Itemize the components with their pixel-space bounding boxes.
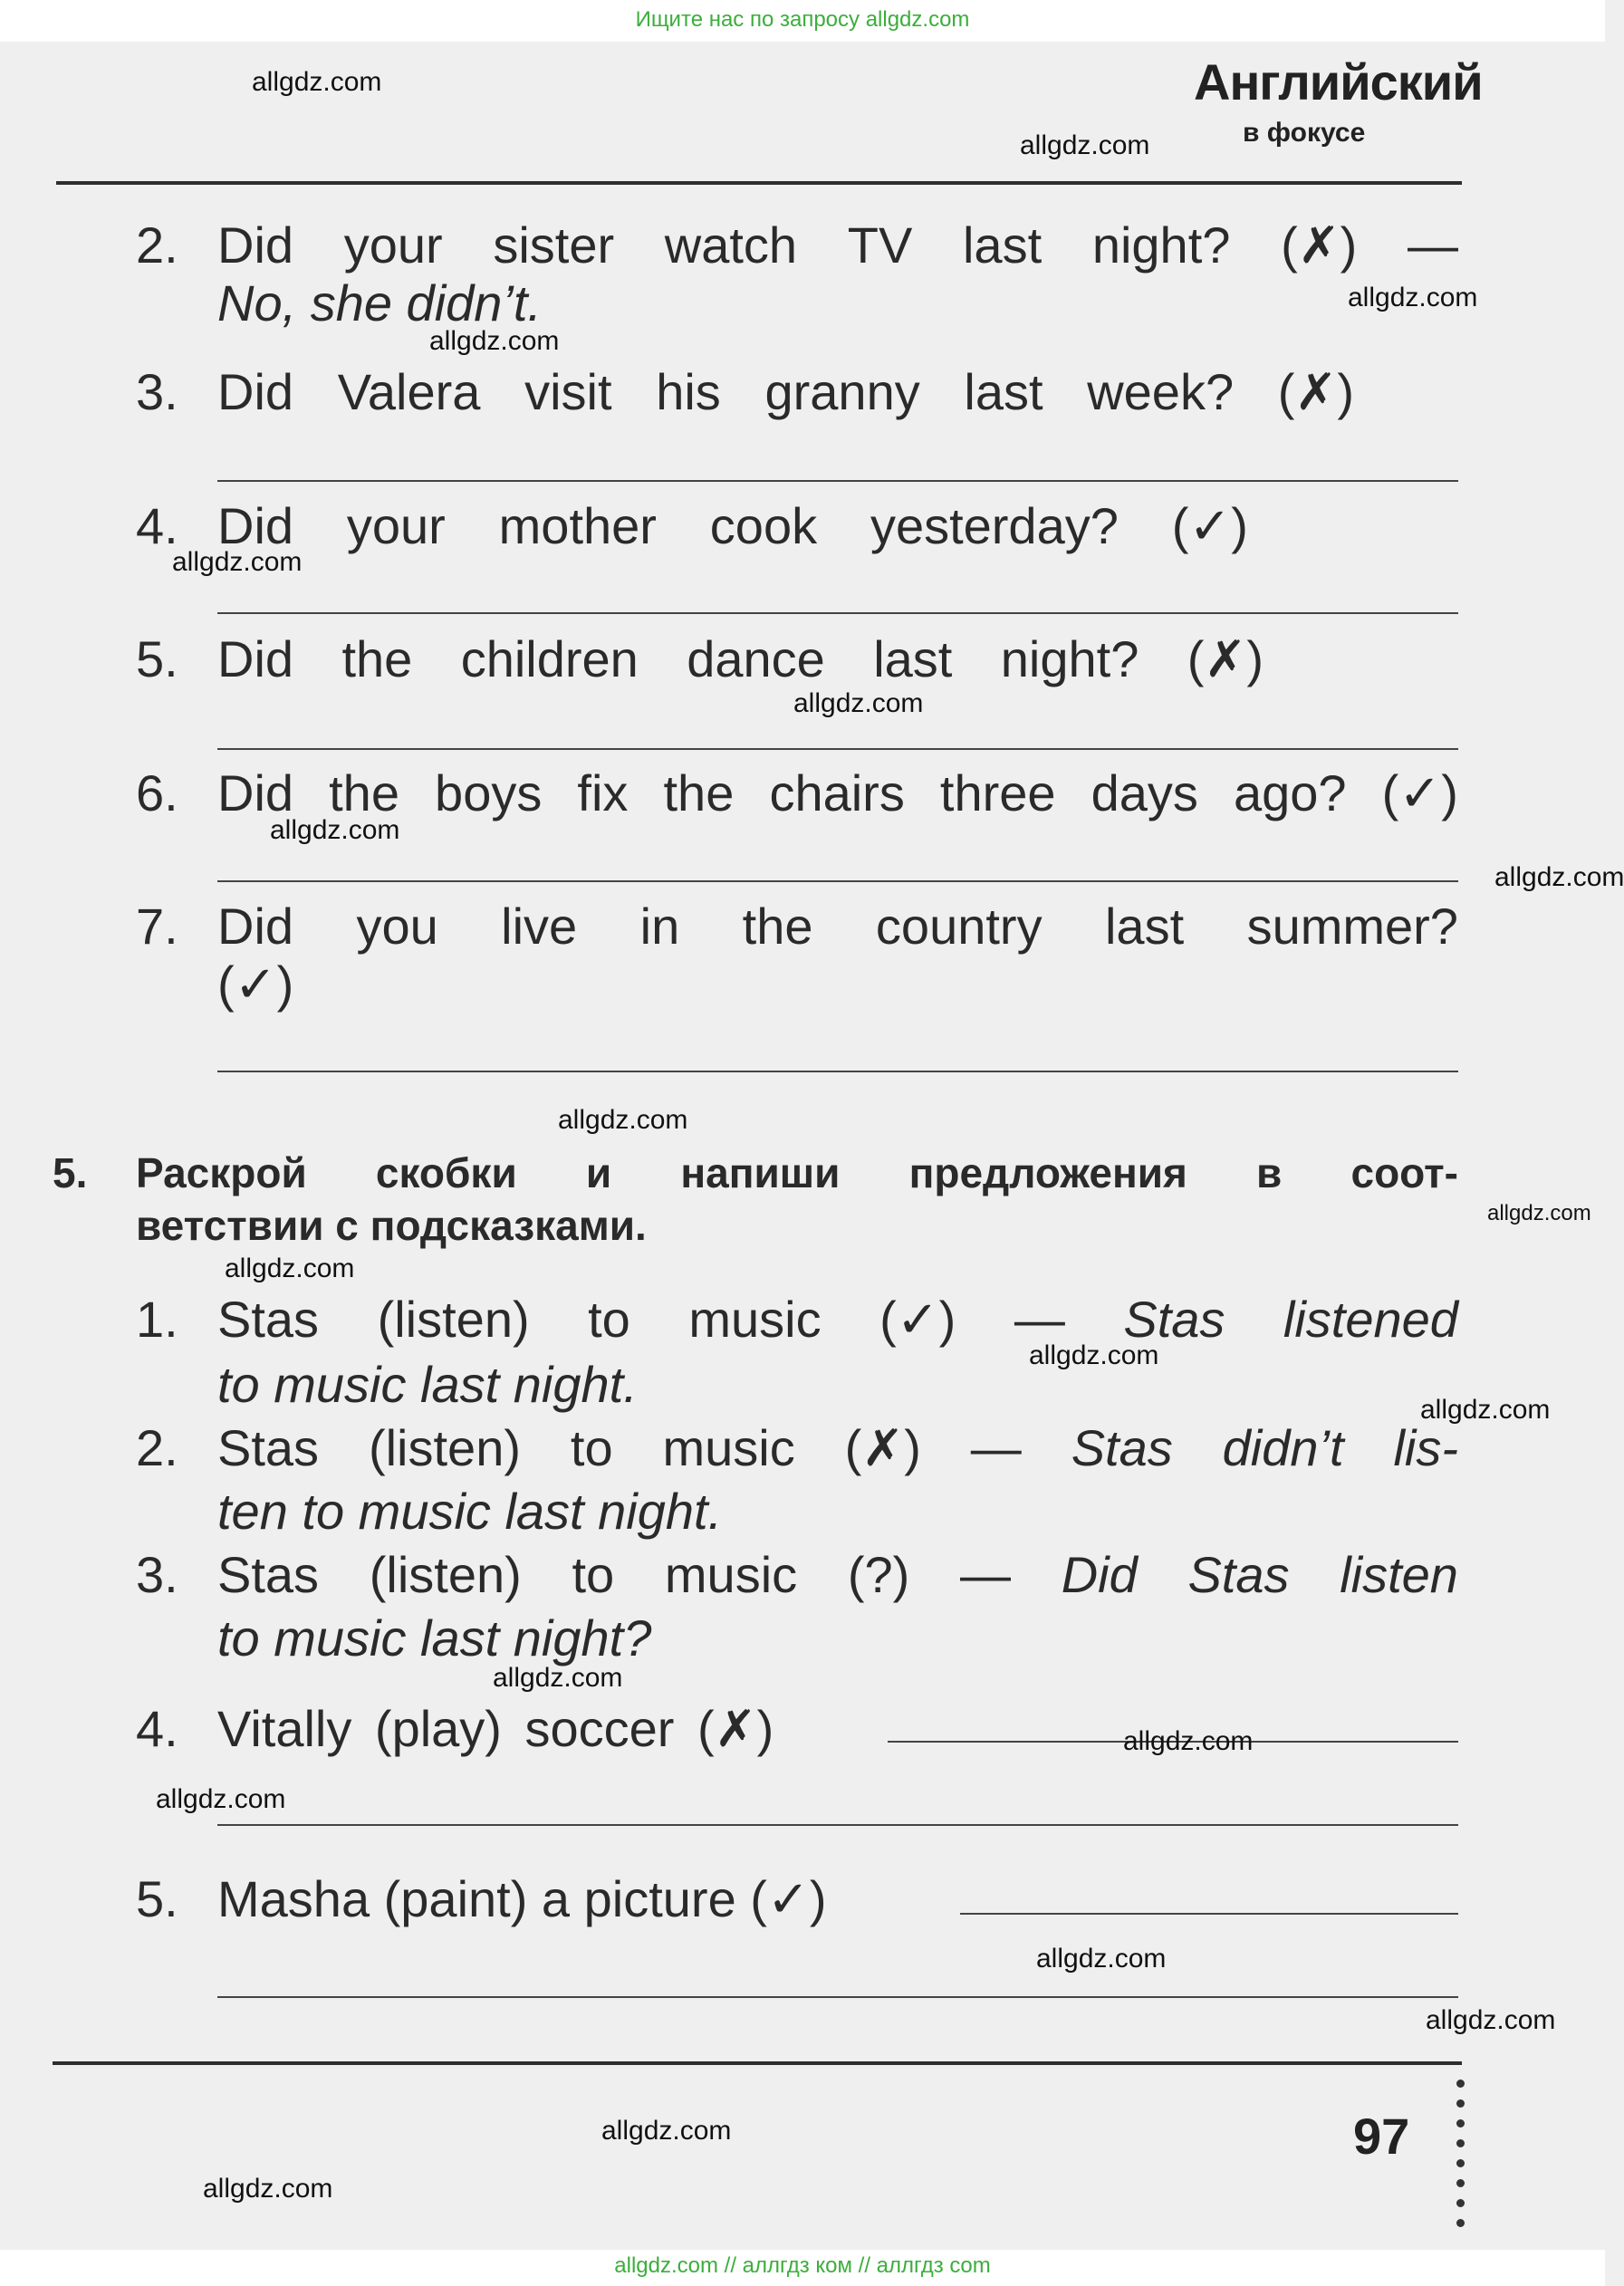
watermark: allgdz.com bbox=[252, 67, 382, 97]
task-5-number: 5. bbox=[53, 1149, 88, 1196]
item-2-answer: ten to music last night. bbox=[217, 1483, 723, 1540]
answer-line-q3[interactable] bbox=[217, 480, 1458, 482]
watermark: allgdz.com bbox=[1348, 283, 1478, 312]
answer-line-item4-b[interactable] bbox=[217, 1824, 1458, 1826]
watermark: allgdz.com bbox=[172, 547, 303, 577]
margin-dot bbox=[1456, 2079, 1465, 2088]
answer-line-item5-a[interactable] bbox=[960, 1913, 1458, 1915]
watermark: allgdz.com bbox=[601, 2116, 732, 2146]
task-5-instruction-line2: ветствии с подсказками. bbox=[136, 1202, 647, 1249]
question-6-number: 6. bbox=[136, 764, 178, 821]
task-5-instruction: Раскрой скобки и напиши предложения в соот- bbox=[136, 1149, 1458, 1196]
item-4-number: 4. bbox=[136, 1700, 178, 1757]
watermark: allgdz.com bbox=[1029, 1340, 1159, 1370]
page-number: 97 bbox=[1353, 2108, 1410, 2165]
item-5-number: 5. bbox=[136, 1870, 178, 1927]
watermark: allgdz.com bbox=[1494, 862, 1624, 892]
watermark: allgdz.com bbox=[1036, 1944, 1167, 1974]
margin-dot bbox=[1456, 2119, 1465, 2128]
item-1-number: 1. bbox=[136, 1291, 178, 1348]
top-rule bbox=[56, 181, 1462, 185]
margin-dot bbox=[1456, 2219, 1465, 2227]
watermark: allgdz.com bbox=[270, 815, 400, 845]
book-logo-subtitle: в фокусе bbox=[1243, 118, 1366, 148]
item-1-text: Stas (listen) to music (✓) — Stas listened bbox=[217, 1291, 1458, 1348]
site-banner-bottom[interactable]: allgdz.com // аллгдз ком // аллгдз com bbox=[0, 2250, 1605, 2286]
watermark: allgdz.com bbox=[1420, 1395, 1551, 1425]
margin-dot bbox=[1456, 2179, 1465, 2187]
item-2-text: Stas (listen) to music (✗) — Stas didn’t lis- bbox=[217, 1419, 1458, 1476]
watermark: allgdz.com bbox=[793, 688, 924, 718]
bottom-rule bbox=[53, 2061, 1462, 2065]
answer-line-item5-b[interactable] bbox=[217, 1996, 1458, 1998]
watermark: allgdz.com bbox=[1123, 1726, 1254, 1756]
margin-dot bbox=[1456, 2199, 1465, 2207]
question-7-mark: (✓) bbox=[217, 956, 294, 1013]
watermark: allgdz.com bbox=[156, 1784, 286, 1814]
answer-line-q7[interactable] bbox=[217, 1071, 1458, 1072]
margin-dot bbox=[1456, 2099, 1465, 2108]
margin-dot bbox=[1456, 2159, 1465, 2167]
answer-line-q5[interactable] bbox=[217, 748, 1458, 750]
item-3-answer: to music last night? bbox=[217, 1609, 652, 1666]
watermark: allgdz.com bbox=[429, 326, 560, 356]
item-5-text: Masha (paint) a picture (✓) bbox=[217, 1870, 827, 1927]
question-2-text: Did your sister watch TV last night? (✗) — bbox=[217, 216, 1458, 274]
watermark: allgdz.com bbox=[225, 1253, 355, 1283]
question-7-number: 7. bbox=[136, 898, 178, 955]
watermark: allgdz.com bbox=[558, 1105, 688, 1135]
question-5-number: 5. bbox=[136, 630, 178, 687]
item-2-number: 2. bbox=[136, 1419, 178, 1476]
item-1-answer: to music last night. bbox=[217, 1356, 638, 1413]
watermark: allgdz.com bbox=[1020, 130, 1150, 160]
item-4-text: Vitally (play) soccer (✗) bbox=[217, 1700, 774, 1757]
question-3-text: Did Valera visit his granny last week? (✗) bbox=[217, 363, 1354, 420]
question-4-number: 4. bbox=[136, 497, 178, 554]
watermark: allgdz.com bbox=[493, 1663, 623, 1693]
watermark: allgdz.com bbox=[1487, 1201, 1591, 1225]
answer-line-q6[interactable] bbox=[217, 880, 1458, 882]
question-6-text: Did the boys fix the chairs three days ago? (✓) bbox=[217, 764, 1458, 821]
margin-dot bbox=[1456, 2139, 1465, 2147]
watermark: allgdz.com bbox=[203, 2174, 333, 2204]
question-5-text: Did the children dance last night? (✗) bbox=[217, 630, 1264, 687]
book-logo-title: Английский bbox=[1194, 53, 1483, 110]
item-3-number: 3. bbox=[136, 1546, 178, 1603]
question-2-answer: No, she didn’t. bbox=[217, 274, 542, 331]
question-4-text: Did your mother cook yesterday? (✓) bbox=[217, 497, 1248, 554]
answer-line-q4[interactable] bbox=[217, 612, 1458, 614]
site-banner-top[interactable]: Ищите нас по запросу allgdz.com bbox=[0, 0, 1605, 42]
question-2-number: 2. bbox=[136, 216, 178, 274]
question-7-text: Did you live in the country last summer? bbox=[217, 898, 1458, 955]
item-3-text: Stas (listen) to music (?) — Did Stas listen bbox=[217, 1546, 1458, 1603]
watermark: allgdz.com bbox=[1426, 2005, 1556, 2035]
question-3-number: 3. bbox=[136, 363, 178, 420]
